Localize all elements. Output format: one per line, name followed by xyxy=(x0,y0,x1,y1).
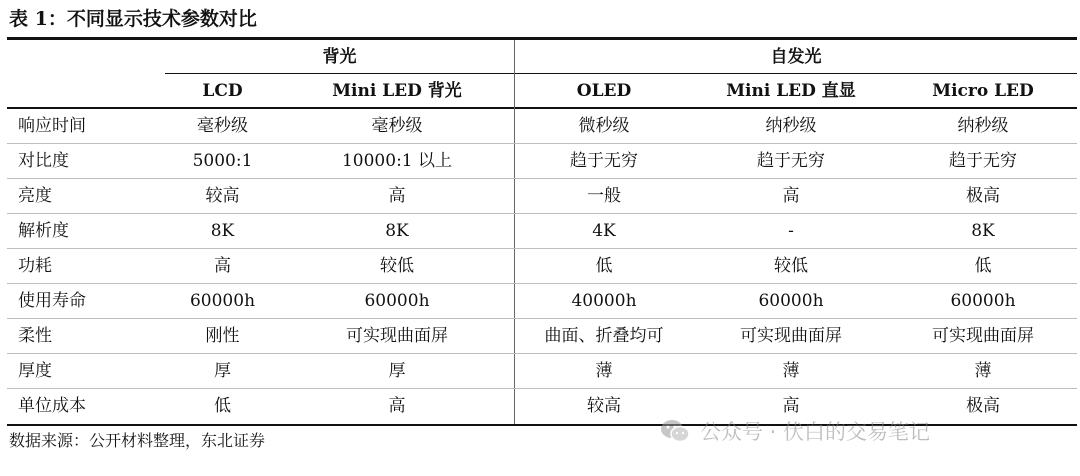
table-top-rule xyxy=(7,37,1077,40)
table-cell: 极高 xyxy=(966,186,1000,206)
column-header-oled: OLED xyxy=(576,81,632,101)
table-cell: 较低 xyxy=(774,256,808,276)
table-cell: 刚性 xyxy=(205,326,240,346)
table-cell: 薄 xyxy=(595,361,613,381)
column-header-miniled-direct: Mini LED 直显 xyxy=(726,81,856,101)
table-cell: 60000h xyxy=(364,291,430,311)
table-cell: 高 xyxy=(782,396,800,416)
table-cell: 微秒级 xyxy=(578,116,630,136)
table-cell: 60000h xyxy=(189,291,256,311)
table-cell: - xyxy=(788,221,794,241)
table-cell: 高 xyxy=(782,186,800,206)
table-cell: 高 xyxy=(214,256,231,276)
row-label: 厚度 xyxy=(18,361,52,381)
group-header-selfemissive: 自发光 xyxy=(770,47,822,67)
table-cell: 纳秒级 xyxy=(957,116,1009,136)
table-cell: 厚 xyxy=(388,361,406,381)
table-cell: 4K xyxy=(592,221,616,241)
table-title: 表 1：不同显示技术参数对比 xyxy=(9,8,257,30)
table-cell: 厚 xyxy=(214,361,231,381)
row-label: 解析度 xyxy=(18,221,69,241)
watermark-text: 公众号 · 伏白的交易笔记 xyxy=(700,420,931,444)
row-label: 单位成本 xyxy=(18,396,86,416)
table-cell: 低 xyxy=(595,256,613,276)
group-header-backlight: 背光 xyxy=(322,47,357,67)
table-cell: 薄 xyxy=(782,361,800,381)
data-source-note: 数据来源：公开材料整理，东北证券 xyxy=(9,431,266,450)
table-cell: 高 xyxy=(388,396,406,416)
table-cell: 一般 xyxy=(587,186,621,206)
table-cell: 10000:1 以上 xyxy=(341,151,453,171)
table-cell: 较低 xyxy=(380,256,414,276)
table-cell: 趋于无穷 xyxy=(757,151,825,171)
row-label: 使用寿命 xyxy=(18,291,86,311)
table-cell: 8K xyxy=(971,221,995,241)
table-cell: 8K xyxy=(385,221,409,241)
table-cell: 低 xyxy=(974,256,992,276)
table-cell: 60000h xyxy=(758,291,824,311)
table-cell: 毫秒级 xyxy=(371,116,423,136)
row-label: 对比度 xyxy=(18,151,69,171)
table-cell: 较高 xyxy=(205,186,240,206)
table-cell: 可实现曲面屏 xyxy=(932,326,1034,346)
table-cell: 低 xyxy=(214,396,231,416)
table-cell: 曲面、折叠均可 xyxy=(544,326,664,346)
table-cell: 高 xyxy=(388,186,406,206)
column-header-lcd: LCD xyxy=(202,81,243,101)
table-cell: 5000:1 xyxy=(192,151,253,171)
table-cell: 薄 xyxy=(974,361,992,381)
wechat-icon xyxy=(660,418,690,444)
column-header-microled: Micro LED xyxy=(932,81,1034,101)
group-header-rule xyxy=(165,73,1077,74)
row-label: 功耗 xyxy=(18,256,52,276)
column-header-miniled-backlight: Mini LED 背光 xyxy=(332,81,462,101)
table-cell: 8K xyxy=(210,221,235,241)
table-cell: 极高 xyxy=(966,396,1000,416)
table-cell: 毫秒级 xyxy=(197,116,248,136)
table-cell: 可实现曲面屏 xyxy=(740,326,842,346)
table-cell: 较高 xyxy=(587,396,621,416)
row-label: 亮度 xyxy=(18,186,52,206)
table-cell: 60000h xyxy=(950,291,1016,311)
table-cell: 趋于无穷 xyxy=(570,151,638,171)
row-label: 柔性 xyxy=(18,326,52,346)
table-cell: 趋于无穷 xyxy=(949,151,1017,171)
table-cell: 40000h xyxy=(571,291,637,311)
table-cell: 可实现曲面屏 xyxy=(346,326,448,346)
watermark xyxy=(660,414,930,448)
table-cell: 纳秒级 xyxy=(765,116,817,136)
row-label: 响应时间 xyxy=(18,116,86,136)
